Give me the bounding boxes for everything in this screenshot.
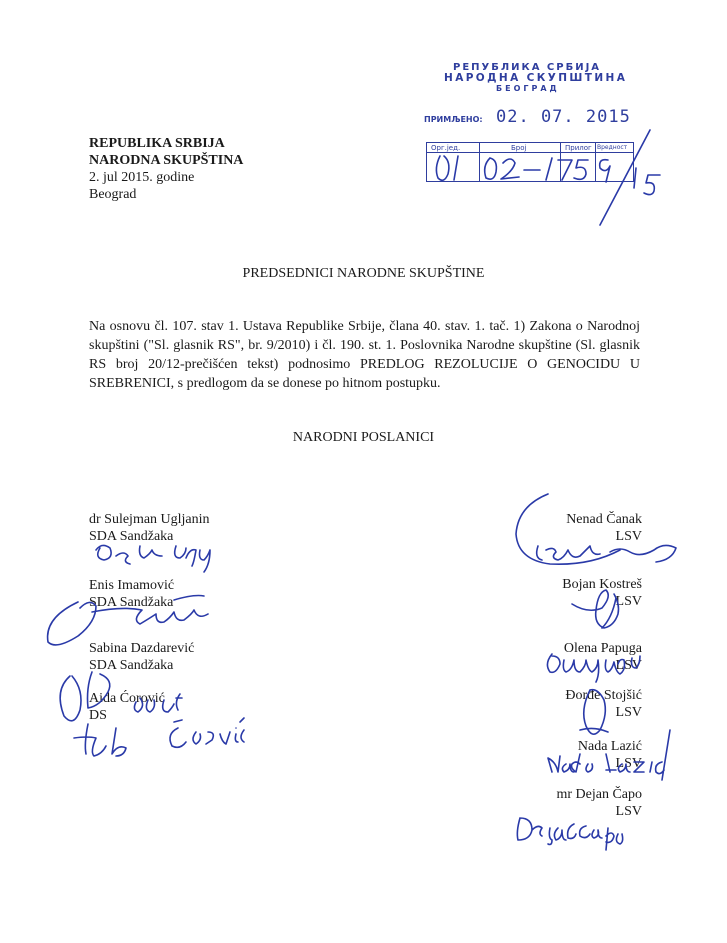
- signature-ugljanin: [96, 545, 210, 572]
- addressee: PREDSEDNICI NARODNE SKUPŠTINE: [242, 266, 485, 281]
- signature-capo: [517, 818, 622, 850]
- stamp-header-number: Број: [511, 144, 527, 152]
- signatory-party: LSV: [615, 705, 642, 720]
- stamp-header-org: Орг.јед.: [431, 144, 461, 152]
- signatory-party: SDA Sandžaka: [89, 658, 174, 673]
- signatory-party: DS: [89, 708, 107, 723]
- stamp-line-2: НАРОДНА СКУПШТИНА: [444, 72, 628, 84]
- signatory-name: Bojan Kostreš: [562, 577, 642, 592]
- signatory-name: Olena Papuga: [563, 641, 642, 656]
- body-paragraph: Na osnovu čl. 107. stav 1. Ustava Republike Srbije, člana 40. stav. 1. tač. 1) Zakona o Narodnoj skupštini ("Sl. glasnik RS", br. 9/2010) i čl. 190. st. 1. Poslovnika Narodne skupštine (Sl. glasnik RS broj 20/12-prečišćen tekst) podnosimo PREDLOG REZOLUCIJE O GENOCIDU U SREBRENICI, s predlogom da se donese po hitnom postupku.: [89, 319, 640, 391]
- signatory-name: dr Sulejman Ugljanin: [89, 512, 210, 527]
- signatory-party: LSV: [615, 804, 642, 819]
- stamp-received-label: ПРИМЉЕНО:: [424, 115, 483, 124]
- signature-stojsic: [580, 690, 608, 734]
- signatory-name: Sabina Dazdarević: [89, 641, 195, 656]
- header-republic: REPUBLIKA SRBIJA: [89, 136, 225, 151]
- signatory-name: Nada Lazić: [577, 739, 642, 754]
- signatory-party: LSV: [615, 594, 642, 609]
- stamp-line-3: БЕОГРАД: [496, 84, 560, 93]
- signatory-party: LSV: [615, 756, 642, 771]
- signature-kostres: [572, 590, 619, 628]
- stamp-line-1: РЕПУБЛИКА СРБИЈА: [453, 62, 602, 73]
- signatory-name: mr Dejan Čapo: [556, 787, 642, 802]
- header-assembly: NARODNA SKUPŠTINA: [89, 153, 244, 168]
- stamp-header-attachment: Прилог: [565, 144, 592, 152]
- signatory-name: Aida Ćorović: [89, 691, 165, 706]
- header-date: 2. jul 2015. godine: [89, 170, 195, 185]
- signatory-party: LSV: [615, 658, 642, 673]
- signatory-name: Đorđe Stojšić: [565, 688, 642, 703]
- stamp-received-date: 02. 07. 2015: [496, 107, 631, 127]
- signature-canak: [516, 494, 676, 564]
- signatory-party: LSV: [615, 529, 642, 544]
- signatory-party: SDA Sandžaka: [89, 595, 174, 610]
- signature-dazdarevic: [60, 672, 110, 721]
- signatory-name: Nenad Čanak: [566, 512, 642, 527]
- signatory-party: SDA Sandžaka: [89, 529, 174, 544]
- signatory-name: Enis Imamović: [89, 578, 175, 593]
- stamp-header-value: Вредност: [597, 144, 628, 151]
- signature-imamovic: [48, 596, 208, 645]
- header-city: Beograd: [89, 187, 137, 202]
- signature-lazic: [548, 730, 670, 780]
- signature-papuga: [547, 654, 640, 682]
- signatories-heading: NARODNI POSLANICI: [292, 430, 435, 445]
